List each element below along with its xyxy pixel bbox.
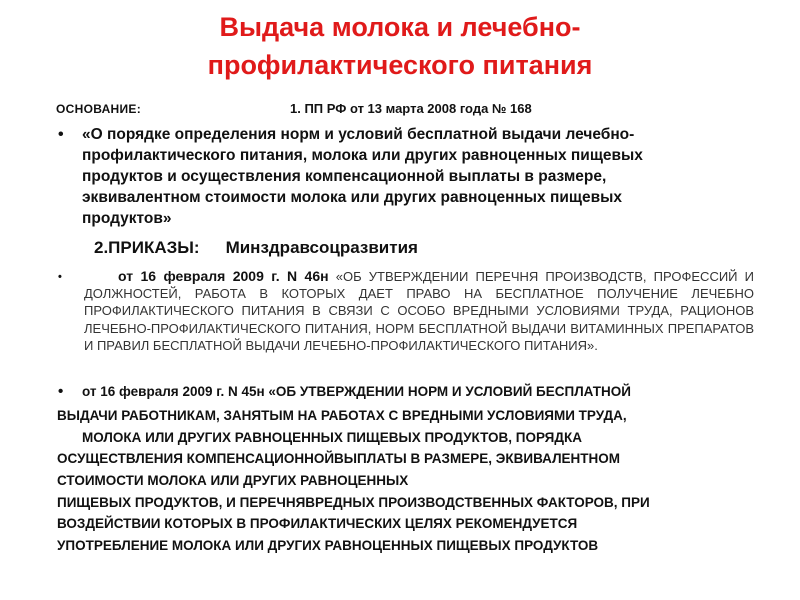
order-46n-date: от 16 февраля 2009 г. N 46н bbox=[118, 268, 329, 284]
basis-label: ОСНОВАНИЕ: bbox=[56, 102, 142, 116]
order-45n-line: ВЫДАЧИ РАБОТНИКАМ, ЗАНЯТЫМ НА РАБОТАХ С ВРЕДНЫМИ УСЛОВИЯМИ ТРУДА, bbox=[57, 408, 627, 423]
bullet-item-2: • bbox=[58, 271, 62, 283]
item1-line: эквивалентном стоимости молока или других равноценных пищевых bbox=[82, 189, 622, 206]
bullet-item-1: • bbox=[58, 126, 64, 143]
item1-line: профилактического питания, молока или других равноценных пищевых bbox=[82, 147, 643, 164]
title-line-2: профилактического питания bbox=[207, 50, 593, 80]
orders-organization: Минздравсоцразвития bbox=[225, 238, 418, 257]
orders-label: 2.ПРИКАЗЫ: bbox=[94, 238, 200, 257]
order-45n-line: ОСУЩЕСТВЛЕНИЯ КОМПЕНСАЦИОННОЙВЫПЛАТЫ В РАЗМЕРЕ, ЭКВИВАЛЕНТНОМ bbox=[57, 451, 621, 466]
slide-title bbox=[0, 8, 800, 84]
item1-line: продуктов и осуществления компенсационной выплаты в размере, bbox=[82, 168, 607, 185]
item1-line: «О порядке определения норм и условий бесплатной выдачи лечебно- bbox=[82, 126, 635, 143]
orders-heading bbox=[94, 238, 418, 258]
order-45n-line: СТОИМОСТИ МОЛОКА ИЛИ ДРУГИХ РАВНОЦЕННЫХ bbox=[57, 473, 409, 488]
order-45n-line: от 16 февраля 2009 г. N 45н «ОБ УТВЕРЖДЕНИИ НОРМ И УСЛОВИЙ БЕСПЛАТНОЙ bbox=[82, 384, 631, 399]
order-45n-line: ПИЩЕВЫХ ПРОДУКТОВ, И ПЕРЕЧНЯВРЕДНЫХ ПРОИЗВОДСТВЕННЫХ ФАКТОРОВ, ПРИ bbox=[57, 495, 650, 510]
basis-reference: 1. ПП РФ от 13 марта 2008 года № 168 bbox=[290, 101, 532, 116]
order-46n-text: «ОБ УТВЕРЖДЕНИИ ПЕРЕЧНЯ ПРОИЗВОДСТВ, ПРОФЕССИЙ И ДОЛЖНОСТЕЙ, РАБОТА В КОТОРЫХ ДАЕТ ПРАВО НА БЕСПЛАТНОЕ ПОЛУЧЕНИЕ ЛЕЧЕБНО ПРОФИЛАКТИЧЕСКОГО ПИТАНИЯ В СВЯЗИ С ОСОБО ВРЕДНЫМИ УСЛОВИЯМИ ТРУДА, РАЦИОНОВ ЛЕЧЕБНО-ПРОФИЛАКТИЧЕСКОГО ПИТАНИЯ, НОРМ БЕСПЛАТНОЙ ВЫДАЧИ ВИТАМИННЫХ ПРЕПАРАТОВ И ПРАВИЛ БЕСПЛАТНОЙ ВЫДАЧИ ЛЕЧЕБНО-ПРОФИЛАКТИЧЕСКОГО ПИТАНИЯ». bbox=[84, 269, 754, 353]
decree-description bbox=[82, 124, 732, 229]
order-46n bbox=[84, 268, 754, 354]
item1-line: продуктов» bbox=[82, 210, 172, 227]
title-line-1: Выдача молока и лечебно- bbox=[219, 12, 581, 42]
bullet-item-3: • bbox=[58, 383, 64, 400]
order-45n-line: ВОЗДЕЙСТВИИ КОТОРЫХ В ПРОФИЛАКТИЧЕСКИХ ЦЕЛЯХ РЕКОМЕНДУЕТСЯ bbox=[57, 516, 578, 531]
order-45n-line: МОЛОКА ИЛИ ДРУГИХ РАВНОЦЕННЫХ ПИЩЕВЫХ ПРОДУКТОВ, ПОРЯДКА bbox=[82, 430, 582, 445]
order-45n-line: УПОТРЕБЛЕНИЕ МОЛОКА ИЛИ ДРУГИХ РАВНОЦЕННЫХ ПИЩЕВЫХ ПРОДУКТОВ bbox=[57, 538, 599, 553]
